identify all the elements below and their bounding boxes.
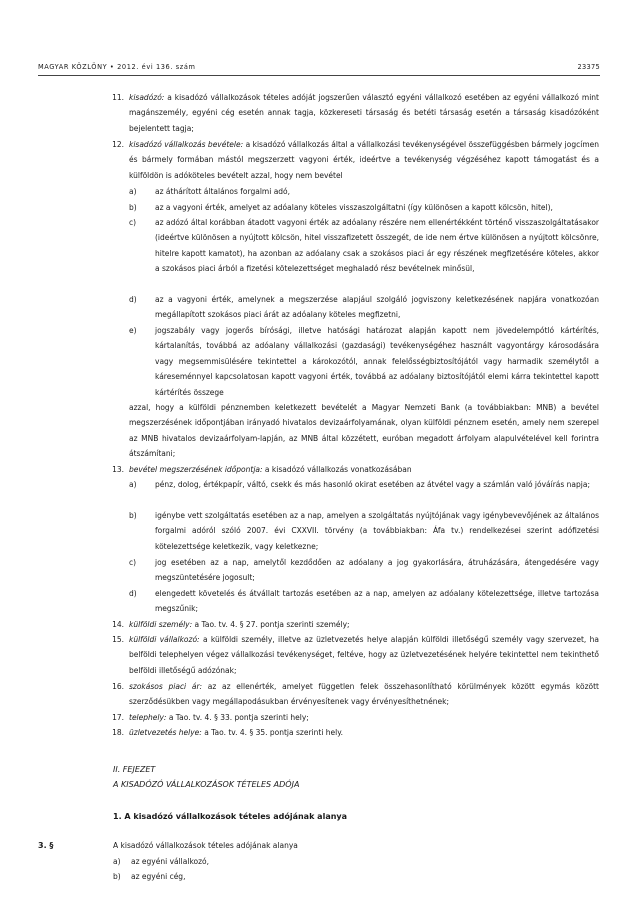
item-continuation: azzal, hogy a külföldi pénznemben keletkezett bevételét a Magyar Nemzeti Bank (a továbbiakban: MNB) a bevétel megszerzésének időpontjában irányadó hivatalos devizaárfolyamának, olyan külföldi pénznem esetén, amely nem szerepel az MNB hivatalos devizaárfolyam-lapján, az MNB által közzétett, euróban megadott árfolyam alapulvételével kell forintra átszámítani;: [129, 403, 599, 459]
definition-item: [129, 679, 599, 710]
definition-term: telephely:: [129, 713, 167, 722]
sub-letter: c): [129, 218, 137, 227]
publication-name: MAGYAR KÖZLÖNY • 2012. évi 136. szám: [38, 63, 196, 71]
definition-term: szokásos piaci ár:: [129, 682, 203, 691]
sub-item-text: jog esetében az a nap, amelytől kezdődően az adóalany a jog gyakorlására, átruházására, átengedésére vagy megszüntetésére jogosult;: [155, 558, 599, 583]
header-divider: [38, 75, 600, 76]
sub-letter: d): [129, 589, 137, 598]
definition-term: külföldi személy:: [129, 620, 193, 629]
sub-letter: a): [113, 857, 121, 866]
definition-item: [129, 90, 599, 136]
chapter-title: A KISADÓZÓ VÁLLALKOZÁSOK TÉTELES ADÓJA: [113, 780, 300, 789]
sub-item-text: jogszabály vagy jogerős bírósági, illetve hatósági határozat alapján kapott nem jövedelempótló kártérítés, kártalanítás, továbbá az adóalany vállalkozási (gazdasági) tevékenységéhez használt vagyontárgy károsodására vagy megsemmisülésére tekintettel a károkozótól, annak felelősségbiztosítójától vagy harmadik személytől a káreseménnyel kapcsolatosan kapott vagyoni érték, továbbá az adóalany biztosítójától elemi kárra tekintettel kapott kártérítés összege: [155, 326, 599, 397]
sub-item-text: pénz, dolog, értékpapír, váltó, csekk és más hasonló okirat esetében az átvétel vagy a számlán való jóváírás napja;: [155, 480, 590, 489]
sub-letter: a): [129, 187, 137, 196]
item-number: 17.: [112, 713, 124, 722]
sub-letter: b): [129, 511, 137, 520]
definition-text: a kisadózó vállalkozás által a vállalkozási tevékenységével összefüggésben bármely jogcímen és bármely formában mástól megszerzett vagyoni érték, ideértve a tevékenység végzéséhez kapott támogatást és a külföldön is adóköteles bevételt azzal, hogy nem bevétel: [129, 140, 599, 180]
sub-letter: e): [129, 326, 137, 335]
item-number: 18.: [112, 728, 124, 737]
item-number: 13.: [112, 465, 124, 474]
page-header: [38, 63, 600, 77]
sub-item-text: az a vagyoni érték, amelynek a megszerzése alapjául szolgáló jogviszony keletkezésének napjára vonatkozóan megállapított szokásos piaci árát az adóalany köteles megfizetni,: [155, 295, 599, 320]
definition-item: [129, 725, 599, 740]
paragraph-text: A kisadózó vállalkozások tételes adójának alanya: [113, 841, 298, 850]
chapter-number: II. FEJEZET: [113, 765, 156, 774]
sub-letter: a): [129, 480, 137, 489]
definition-text: az az ellenérték, amelyet független felek összehasonlítható körülmények között egymás között szerződésükben vagy megállapodásukban érvényesítenek vagy érvényesíthetnének;: [129, 682, 599, 707]
sub-letter: c): [129, 558, 137, 567]
definition-term: bevétel megszerzésének időpontja:: [129, 465, 263, 474]
definition-item: [129, 462, 599, 477]
sub-item-text: az egyéni cég,: [131, 872, 186, 881]
definition-term: külföldi vállalkozó:: [129, 635, 200, 644]
item-number: 14.: [112, 620, 124, 629]
item-number: 11.: [112, 93, 124, 102]
definition-text: a Tao. tv. 4. § 27. pontja szerinti személy;: [192, 620, 350, 629]
paragraph-label: 3. §: [38, 841, 54, 850]
sub-item-text: az áthárított általános forgalmi adó,: [155, 187, 291, 196]
definition-text: a kisadózó vállalkozások tételes adóját jogszerűen választó egyéni vállalkozó esetében az egyéni vállalkozó mint magánszemély, egyéni cég esetén annak tagja, közkereseti társaság és betéti társaság esetén a társaság kisadózóként bejelentett tagja;: [129, 93, 599, 133]
sub-item-text: az egyéni vállalkozó,: [131, 857, 210, 866]
sub-item-text: az a vagyoni érték, amelyet az adóalany köteles visszaszolgáltatni (így különösen a kapott kölcsön, hitel),: [155, 203, 553, 212]
sub-item-text: igénybe vett szolgáltatás esetében az a nap, amelyen a szolgáltatás nyújtójának vagy igénybevevőjének az általános forgalmi adóról szóló 2007. évi CXXVII. törvény (a továbbiakban: Áfa tv.) rendelkezései szerint adófizetési kötelezettsége keletkezik, vagy keletkezne;: [155, 511, 599, 551]
section-title: 1. A kisadózó vállalkozások tételes adójának alanya: [113, 812, 348, 821]
sub-letter: d): [129, 295, 137, 304]
page-number: 23375: [577, 63, 600, 71]
definition-item: [129, 632, 599, 678]
definition-term: üzletvezetés helye:: [129, 728, 202, 737]
definition-term: kisadózó vállalkozás bevétele:: [129, 140, 244, 149]
definition-item: [129, 710, 599, 725]
sub-letter: b): [129, 203, 137, 212]
item-number: 15.: [112, 635, 124, 644]
item-number: 12.: [112, 140, 124, 149]
definition-text: a Tao. tv. 4. § 35. pontja szerinti hely.: [201, 728, 343, 737]
definition-term: kisadózó:: [129, 93, 165, 102]
definition-text: a kisadózó vállalkozás vonatkozásában: [262, 465, 412, 474]
sub-item-text: az adózó által korábban átadott vagyoni érték az adóalany részére nem ellenértékként történő visszaszolgáltatásakor (ideértve különösen a nyújtott kölcsön, hitel visszafizetett összegét, de ide nem értve különösen a nyújtott kölcsönre, hitelre kapott kamatot), ha azonban az adóalany csak a szokásos piaci ár egy részének megfizetésére köteles, akkor a szokásos piaci árból a fizetési kötelezettséget meghaladó rész bevételnek minősül,: [155, 218, 599, 274]
definition-item: [129, 617, 599, 632]
item-number: 16.: [112, 682, 124, 691]
definition-item: [129, 137, 599, 183]
definition-text: a Tao. tv. 4. § 33. pontja szerinti hely;: [166, 713, 309, 722]
sub-letter: b): [113, 872, 121, 881]
sub-item-text: elengedett követelés és átvállalt tartozás esetében az a nap, amelyen az adóalany kötelezettsége, illetve tartozása megszűnik;: [155, 589, 599, 614]
definition-text: a külföldi személy, illetve az üzletvezetés helye alapján külföldi illetőségű személy vagy szervezet, ha belföldi telephelyen végez vállalkozási tevékenységet, feltéve, hogy az üzletvezetésének helyére tekintettel nem tekinthető belföldi illetőségű adózónak;: [129, 635, 599, 675]
